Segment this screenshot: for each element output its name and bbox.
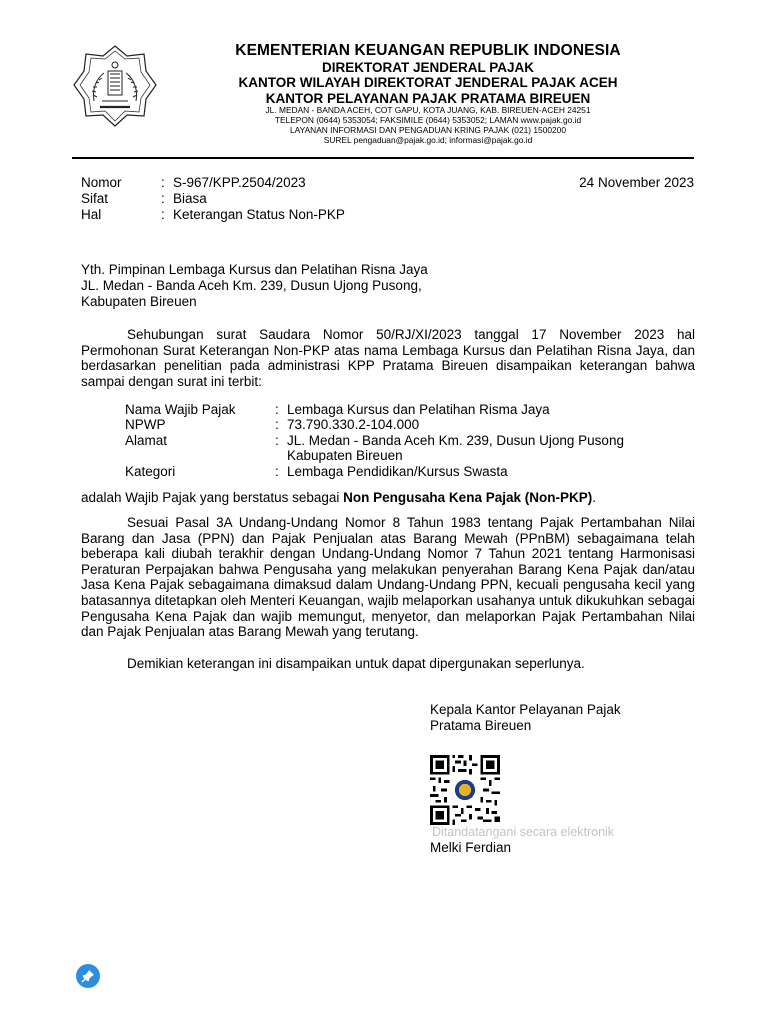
detail-value: 73.790.330.2-104.000 [287, 417, 420, 433]
signature-title-line-2: Pratama Bireuen [430, 718, 532, 733]
status-statement [81, 490, 695, 506]
nomor-row [81, 175, 345, 191]
signature-title-line-1: Kepala Kantor Pelayanan Pajak [430, 702, 621, 717]
signature-title [430, 702, 621, 734]
nomor-value: S-967/KPP.2504/2023 [173, 175, 306, 190]
detail-value: Kabupaten Bireuen [287, 448, 403, 464]
address-line-4: SUREL pengaduan@pajak.go.id; informasi@pajak.go.id [323, 134, 533, 145]
separator: : [275, 432, 279, 448]
detail-value: Lembaga Kursus dan Pelatihan Risma Jaya [287, 402, 550, 417]
status-bold: Non Pengusaha Kena Pajak (Non-PKP) [343, 490, 593, 505]
separator: : [275, 417, 279, 433]
address-line-2: TELEPON (0644) 5353054; FAKSIMILE (0644) 5353052; LAMAN www.pajak.go.id [274, 114, 582, 125]
qr-code-icon [430, 755, 500, 825]
recipient-line-3: Kabupaten Bireuen [81, 294, 197, 309]
detail-row [125, 417, 624, 432]
separator: : [161, 191, 165, 206]
separator: : [275, 463, 279, 479]
body-paragraph-3: Demikian keterangan ini disampaikan untuk dapat dipergunakan seperlunya. [127, 656, 585, 671]
hal-row [81, 207, 345, 223]
hal-label: Hal [81, 207, 102, 222]
pin-icon[interactable] [76, 964, 100, 988]
status-prefix: adalah Wajib Pajak yang berstatus sebagai [81, 490, 344, 505]
regional-office-name: KANTOR WILAYAH DIREKTORAT JENDERAL PAJAK ACEH [238, 75, 618, 90]
electronic-signature-note: Ditandatangani secara elektronik [432, 825, 615, 839]
detail-label: Kategori [125, 463, 176, 479]
separator: : [161, 207, 165, 222]
address-line-3: LAYANAN INFORMASI DAN PENGADUAN KRING PAJAK (021) 1500200 [290, 124, 566, 135]
taxpayer-details [125, 402, 624, 479]
body-paragraph-2: Sesuai Pasal 3A Undang-Undang Nomor 8 Tahun 1983 tentang Pajak Pertambahan Nilai Barang dan Jasa (PPN) dan Pajak Penjualan atas Barang Mewah (PPnBM) sebagaimana telah beberapa kali diubah terakhir dengan Undang-Undang Nomor 7 Tahun 2021 tentang Harmonisasi Peraturan Perpajakan bahwa Pengusaha yang melakukan penyerahan Barang Kena Pajak dan/atau Jasa Kena Pajak sebagaimana dimaksud dalam Undang-Undang PPN, kecuali pengusaha kecil yang batasannya ditetapkan oleh Menteri Keuangan, wajib melaporkan usahanya untuk dikukuhkan sebagai Pengusaha Kena Pajak dan wajib memungut, menyetor, dan melaporkan Pajak Pertambahan Nilai dan Pajak Penjualan atas Barang Mewah yang terutang. [81, 515, 695, 640]
sifat-label: Sifat [81, 191, 109, 206]
office-address [178, 106, 678, 146]
detail-label: NPWP [125, 417, 166, 433]
separator: : [275, 402, 279, 417]
kemenkeu-logo-icon [72, 43, 158, 129]
signer-name: Melki Ferdian [430, 840, 512, 855]
letterhead-divider [72, 157, 694, 159]
ministry-name: KEMENTERIAN KEUANGAN REPUBLIK INDONESIA [235, 42, 621, 59]
address-line-1: JL. MEDAN - BANDA ACEH, COT GAPU, KOTA JUANG, KAB. BIREUEN-ACEH 24251 [265, 105, 591, 115]
detail-label: Nama Wajib Pajak [125, 402, 236, 417]
separator-blank [275, 448, 287, 463]
nomor-label: Nomor [81, 175, 122, 190]
detail-label: Alamat [125, 432, 168, 448]
recipient-line-1: Yth. Pimpinan Lembaga Kursus dan Pelatihan Risna Jaya [81, 262, 428, 277]
sifat-row [81, 191, 345, 207]
recipient-line-2: JL. Medan - Banda Aceh Km. 239, Dusun Ujong Pusong, [81, 278, 422, 293]
detail-value: Lembaga Pendidikan/Kursus Swasta [287, 463, 508, 479]
sifat-value: Biasa [173, 191, 207, 206]
letterhead [178, 43, 678, 146]
hal-value: Keterangan Status Non-PKP [173, 207, 345, 222]
tax-office-name: KANTOR PELAYANAN PAJAK PRATAMA BIREUEN [265, 90, 591, 106]
detail-row [125, 448, 624, 463]
letter-date: 24 November 2023 [579, 175, 694, 190]
letter-meta [81, 175, 345, 223]
pin-glyph-icon [81, 969, 95, 983]
detail-row [125, 464, 624, 479]
detail-label [125, 448, 275, 463]
status-suffix: . [592, 490, 596, 505]
recipient-address [81, 262, 428, 310]
separator: : [161, 175, 165, 190]
detail-value: JL. Medan - Banda Aceh Km. 239, Dusun Ujong Pusong [287, 432, 624, 448]
detail-row [125, 402, 624, 417]
body-paragraph-1: Sehubungan surat Saudara Nomor 50/RJ/XI/2023 tanggal 17 November 2023 hal Permohonan Surat Keterangan Non-PKP atas nama Lembaga Kursus dan Pelatihan Risna Jaya, dan berdasarkan penelitian pada administrasi KPP Pratama Bireuen disampaikan keterangan bahwa sampai dengan surat ini terbit: [81, 327, 695, 389]
detail-row [125, 433, 624, 448]
directorate-name: DIREKTORAT JENDERAL PAJAK [321, 59, 535, 75]
